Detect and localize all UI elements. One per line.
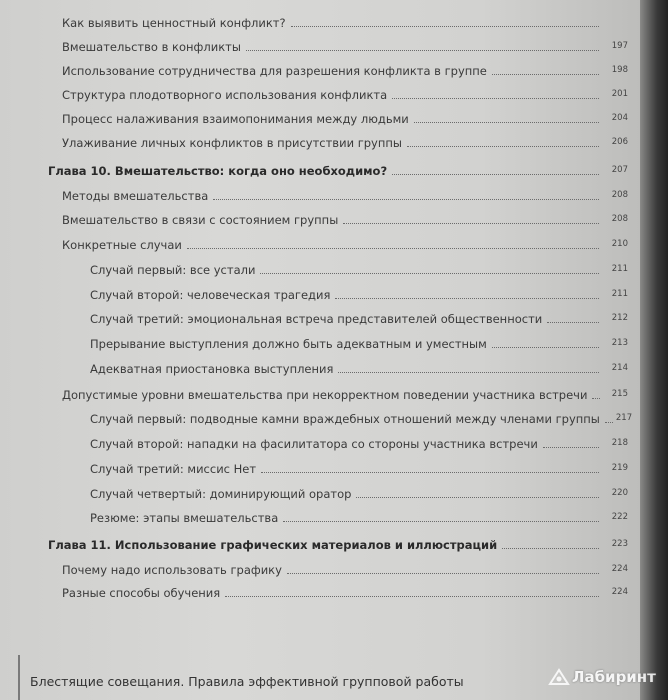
toc-entry-title: Структура плодотворного использования конфликта [62,88,388,102]
toc-chapter-entry [0,158,640,178]
toc-page-number: 217 [615,413,633,423]
toc-entry-title: Случай третий: миссис Нет [90,462,257,476]
toc-leader-dots [287,573,599,574]
toc-leader-dots [187,248,599,249]
toc-page-number: 222 [611,512,628,522]
toc-entry-title: Случай четвертый: доминирующий оратор [90,487,352,501]
running-footer: Блестящие совещания. Правила эффективной групповой работы [30,674,464,689]
toc-leader-dots [338,372,599,373]
toc-leader-dots [502,548,599,549]
toc-page-number: 220 [611,488,628,498]
toc-page-number: 201 [611,89,628,99]
toc-entry [0,331,640,351]
toc-page-number: 214 [611,363,628,373]
toc-entry-title: Случай первый: все устали [90,263,256,277]
toc-leader-dots [492,347,599,348]
toc-entry [0,406,640,426]
toc-page-number: 212 [611,313,628,323]
toc-entry-title: Улаживание личных конфликтов в присутствии группы [62,136,402,150]
toc-entry [0,505,640,525]
toc-page-number: 204 [611,113,628,123]
toc-entry-title: Глава 11. Использование графических материалов и иллюстраций [48,538,498,552]
toc-page-number: 208 [611,214,628,224]
toc-leader-dots [260,273,599,274]
footer-rule [18,655,20,700]
toc-leader-dots [392,174,599,175]
toc-page-number: 210 [611,239,628,249]
watermark-text: Лабиринт [572,668,656,686]
toc-leader-dots [407,146,599,147]
toc-page-number: 207 [611,165,628,175]
toc-leader-dots [291,26,599,27]
toc-entry [0,431,640,451]
labirint-logo-icon [548,668,570,686]
toc-entry [0,82,640,102]
toc-entry [0,382,640,402]
toc-page-number: 208 [611,190,628,200]
toc-entry-title: Случай второй: нападки на фасилитатора со стороны участника встречи [90,437,538,451]
toc-page-number: 218 [611,438,628,448]
toc-page-number: 215 [611,389,628,399]
toc-page-number: 213 [611,338,628,348]
toc-entry-title: Использование сотрудничества для разрешения конфликта в группе [62,64,487,78]
toc-chapter-entry [0,532,640,552]
toc-entry-title: Конкретные случаи [62,238,182,252]
toc-page-number: 198 [611,65,628,75]
labirint-watermark [548,668,656,686]
toc-entry-title: Допустимые уровни вмешательства при некорректном поведении участника встречи [62,388,588,402]
toc-leader-dots [605,422,613,423]
toc-leader-dots [356,497,599,498]
toc-leader-dots [213,199,599,200]
toc-entry-title: Процесс налаживания взаимопонимания между людьми [62,112,409,126]
toc-entry-title: Разные способы обучения [62,586,221,600]
toc-entry-title: Методы вмешательства [62,189,209,203]
toc-entry [0,58,640,78]
toc-entry [0,580,640,600]
toc-page-number [602,29,628,30]
toc-entry-title: Вмешательство в связи с состоянием группы [62,213,339,227]
toc-entry-title: Почему надо использовать графику [62,563,282,577]
toc-entry [0,257,640,277]
toc-leader-dots [343,223,599,224]
toc-leader-dots [392,98,599,99]
toc-leader-dots [283,521,599,522]
toc-leader-dots [246,50,599,51]
toc-leader-dots [414,122,599,123]
toc-entry-title: Резюме: этапы вмешательства [90,511,279,525]
page-edge-shadow [640,0,668,700]
toc-entry-title: Прерывание выступления должно быть адекватным и уместным [90,337,487,351]
toc-entry-title: Случай второй: человеческая трагедия [90,288,331,302]
toc-entry-title: Случай первый: подводные камни враждебных отношений между членами группы [90,412,600,426]
toc-page-number: 224 [611,564,628,574]
toc-entry [0,130,640,150]
toc-leader-dots [492,74,599,75]
toc-entry [0,207,640,227]
toc-leader-dots [547,322,599,323]
toc-entry-title: Как выявить ценностный конфликт? [62,16,286,30]
toc-leader-dots [592,398,600,399]
toc-entry-title: Адекватная приостановка выступления [90,362,334,376]
toc-entry [0,306,640,326]
toc-entry [0,34,640,54]
toc-entry [0,10,640,30]
toc-entry [0,356,640,376]
toc-entry [0,456,640,476]
toc-entry [0,232,640,252]
toc-page-number: 206 [611,137,628,147]
toc-leader-dots [543,447,599,448]
toc-page-number: 219 [611,463,628,473]
toc-leader-dots [261,472,599,473]
toc-entry-title: Глава 10. Вмешательство: когда оно необходимо? [48,164,388,178]
toc-page-number: 211 [611,289,628,299]
toc-entry [0,481,640,501]
toc-entry [0,106,640,126]
toc-page-number: 223 [611,539,628,549]
toc-leader-dots [225,596,599,597]
toc-page-number: 211 [611,264,628,274]
toc-leader-dots [335,298,599,299]
toc-page-number: 224 [611,587,628,597]
toc-entry-title: Вмешательство в конфликты [62,40,241,54]
toc-entry [0,557,640,577]
toc-entry [0,282,640,302]
toc-page-number: 197 [611,41,628,51]
toc-entry-title: Случай третий: эмоциональная встреча представителей общественности [90,312,543,326]
toc-entry [0,183,640,203]
